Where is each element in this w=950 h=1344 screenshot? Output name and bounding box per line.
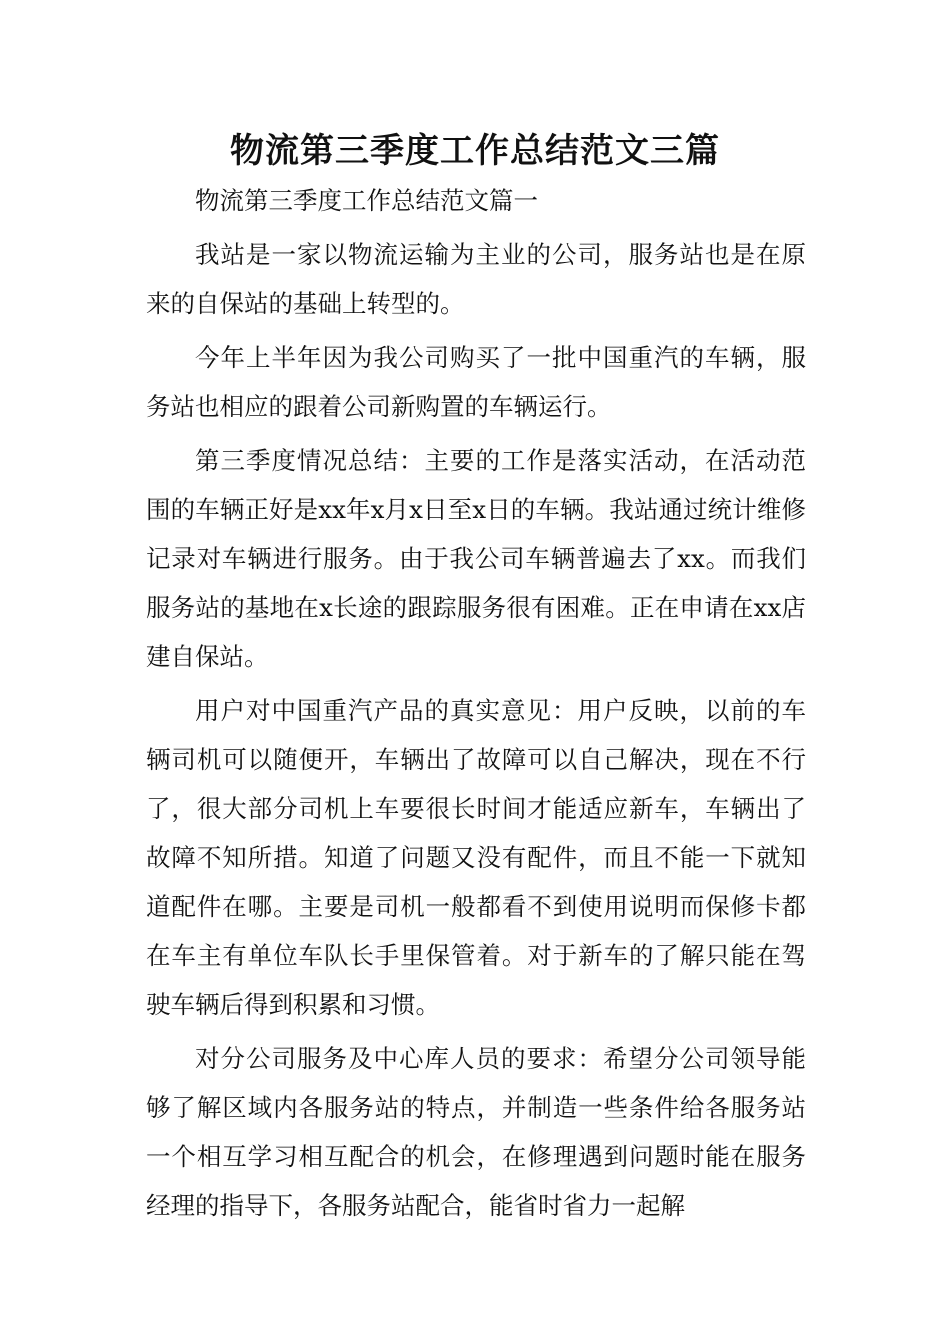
paragraph: 第三季度情况总结：主要的工作是落实活动，在活动范围的车辆正好是xx年x月x日至x日的车辆。我站通过统计维修记录对车辆进行服务。由于我公司车辆普遍去了xx。而我们服务站的基地在x长途的跟踪服务很有困难。正在申请在xx店建自保站。 xyxy=(146,446,806,671)
paragraph: 用户对中国重汽产品的真实意见：用户反映，以前的车辆司机可以随便开，车辆出了故障可以自己解决，现在不行了，很大部分司机上车要很长时间才能适应新车，车辆出了故障不知所措。知道了问题又没有配件，而且不能一下就知道配件在哪。主要是司机一般都看不到使用说明而保修卡都在车主有单位车队长手里保管着。对于新车的了解只能在驾驶车辆后得到积累和习惯。 xyxy=(146,696,806,1019)
document-body xyxy=(146,176,806,1235)
paragraph: 我站是一家以物流运输为主业的公司，服务站也是在原来的自保站的基础上转型的。 xyxy=(146,240,806,318)
paragraph: 对分公司服务及中心库人员的要求：希望分公司领导能够了解区域内各服务站的特点，并制造一些条件给各服务站一个相互学习相互配合的机会，在修理遇到问题时能在服务经理的指导下，各服务站配合，能省时省力一起解 xyxy=(146,1044,806,1220)
paragraph: 今年上半年因为我公司购买了一批中国重汽的车辆，服务站也相应的跟着公司新购置的车辆运行。 xyxy=(146,343,806,421)
section-heading: 物流第三季度工作总结范文篇一 xyxy=(195,186,538,215)
document-title: 物流第三季度工作总结范文三篇 xyxy=(230,131,720,171)
